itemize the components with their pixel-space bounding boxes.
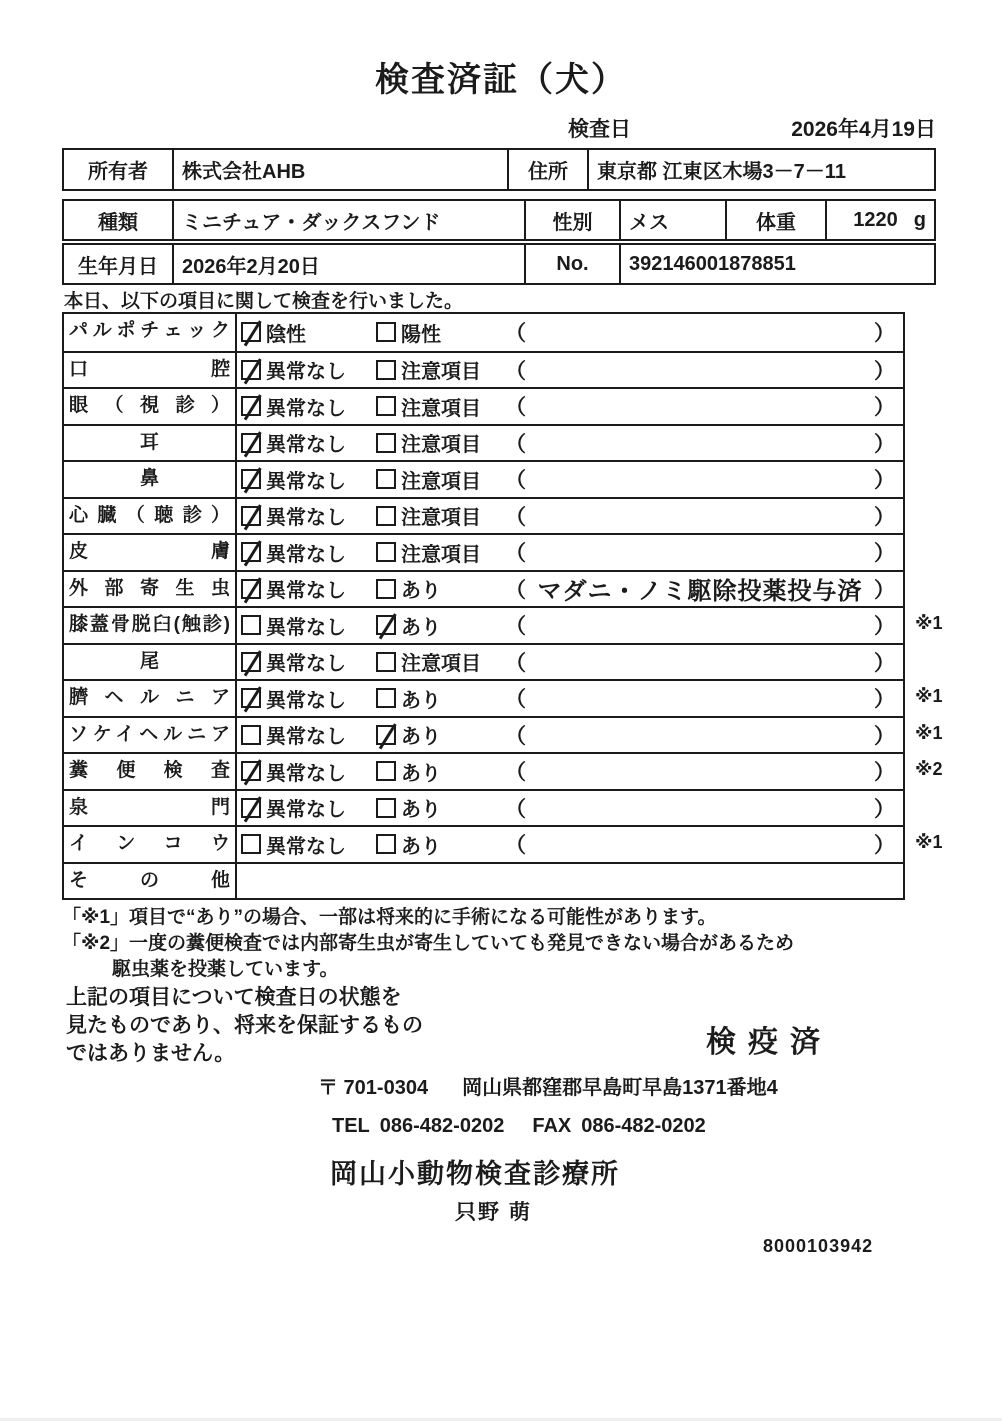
remarks-field [505, 610, 903, 640]
page-title: 検査済証（犬） [375, 61, 627, 99]
checklist-row-content [237, 864, 903, 899]
checkbox-checked[interactable] [241, 798, 261, 818]
checkbox-option [237, 611, 372, 640]
checklist-row-content [237, 718, 903, 753]
checkbox-label: 異常なし [266, 726, 346, 749]
checklist-row-content [237, 426, 903, 461]
exam-date-value: 2026年4月19日 [791, 118, 936, 141]
checklist-row [64, 789, 903, 826]
paren-open: （ [505, 651, 526, 675]
checkbox-option [372, 355, 505, 384]
checkbox-checked[interactable] [241, 688, 261, 708]
checklist-item-label: 鼻 [64, 462, 237, 497]
checklist-row-content [237, 462, 903, 497]
paren-close: ） [874, 615, 895, 639]
remarks-field [505, 647, 903, 677]
footnote-reference-mark: ※1 [915, 722, 943, 743]
paren-close: ） [874, 578, 895, 602]
checklist-row-content [237, 608, 903, 643]
checkbox-label: 異常なし [266, 580, 346, 603]
checkbox-option [372, 501, 505, 530]
intro-text: 本日、以下の項目に関して検査を行いました。 [64, 291, 464, 312]
checklist-item-label: 口腔 [64, 353, 237, 388]
checkbox-option [372, 647, 505, 676]
checkbox-label: 注意項目 [401, 543, 481, 566]
checklist-row-content [237, 827, 903, 862]
sex-value: メス [619, 201, 725, 239]
checklist-item-label: 皮膚 [64, 535, 237, 570]
checklist-item-label: 眼（視診） [64, 389, 237, 424]
checkbox-checked[interactable] [241, 469, 261, 489]
checkbox-label: 異常なし [266, 543, 346, 566]
footnote-2-line1: 「※2」一度の糞便検査では内部寄生虫が寄生していても発見できない場合があるため [62, 933, 795, 954]
checkbox-label: 異常なし [266, 799, 346, 822]
footnote-1: 「※1」項目で“あり”の場合、一部は将来的に手術になる可能性があります。 [62, 907, 717, 928]
check-slash-icon [379, 614, 396, 640]
fax-number: 086-482-0202 [581, 1115, 706, 1137]
check-slash-icon [244, 796, 261, 822]
exam-date-label: 検査日 [568, 118, 631, 141]
checkbox-option [237, 684, 372, 713]
check-slash-icon [244, 650, 261, 676]
remarks-field [505, 537, 903, 567]
checklist-row-content [237, 389, 903, 424]
checkbox-checked[interactable] [241, 761, 261, 781]
checkbox-unchecked[interactable] [376, 396, 396, 416]
remarks-field [505, 756, 903, 786]
paren-close: ） [874, 542, 895, 566]
tel-label: TEL [332, 1115, 370, 1137]
checklist-item-label: 尾 [64, 645, 237, 680]
remarks-field [505, 683, 903, 713]
check-slash-icon [244, 321, 261, 347]
checklist-row [64, 460, 903, 497]
checkbox-label: あり [401, 835, 441, 858]
checkbox-option [237, 757, 372, 786]
checkbox-label: 注意項目 [401, 434, 481, 457]
clinic-address: 岡山県都窪郡早島町早島1371番地4 [462, 1077, 778, 1099]
checkbox-label: あり [401, 689, 441, 712]
checkbox-checked[interactable] [241, 360, 261, 380]
checklist-item-label: パルポチェック [64, 314, 237, 351]
checklist-item-label: 臍ヘルニア [64, 681, 237, 716]
remarks-field [505, 501, 903, 531]
checkbox-unchecked[interactable] [376, 542, 396, 562]
check-slash-icon [244, 577, 261, 603]
checklist-row [64, 314, 903, 351]
checkbox-label: 異常なし [266, 434, 346, 457]
checkbox-label: あり [401, 762, 441, 785]
checkbox-label: 異常なし [266, 616, 346, 639]
owner-label: 所有者 [88, 161, 148, 183]
checkbox-unchecked[interactable] [241, 834, 261, 854]
paren-close: ） [874, 724, 895, 748]
checkbox-label: あり [401, 726, 441, 749]
checkbox-checked[interactable] [241, 322, 261, 342]
checkbox-option [237, 355, 372, 384]
checklist-item-label: インコウ [64, 827, 237, 862]
sex-label: 性別 [524, 201, 619, 239]
checkbox-label: 異常なし [266, 397, 346, 420]
check-slash-icon [244, 431, 261, 457]
scan-artifact [0, 1418, 1002, 1421]
check-slash-icon [244, 395, 261, 421]
checkbox-unchecked[interactable] [376, 322, 396, 342]
remarks-field [505, 793, 903, 823]
checkbox-label: あり [401, 580, 441, 603]
postal-code: 〒 701-0304 [318, 1077, 429, 1099]
checkbox-checked[interactable] [241, 652, 261, 672]
checkbox-option [372, 611, 505, 640]
pet-info-row-1 [62, 199, 936, 241]
weight-label: 体重 [725, 201, 825, 239]
paren-close: ） [874, 469, 895, 493]
checkbox-checked[interactable] [241, 506, 261, 526]
checkbox-unchecked[interactable] [376, 469, 396, 489]
birthdate-label: 生年月日 [78, 255, 158, 278]
footnote-reference-mark: ※2 [915, 759, 943, 779]
remarks-field [505, 355, 903, 385]
checkbox-checked[interactable] [241, 396, 261, 416]
checklist-row [64, 679, 943, 716]
checkbox-checked[interactable] [241, 433, 261, 453]
remarks-field [505, 571, 903, 606]
checkbox-label: 注意項目 [401, 653, 481, 676]
disclaimer-line2: 見たものであり、将来を保証するもの [66, 1014, 423, 1037]
checkbox-unchecked[interactable] [376, 688, 396, 708]
paren-close: ） [874, 651, 895, 675]
checkbox-label: 異常なし [266, 361, 346, 384]
checklist-row [64, 570, 903, 607]
breed-value: ミニチュア・ダックスフンド [172, 201, 524, 239]
weight-value: 1220 [853, 208, 898, 231]
checklist-row [64, 533, 903, 570]
checkbox-label: 注意項目 [401, 397, 481, 420]
remarks-field [505, 391, 903, 421]
checklist-item-label: 耳 [64, 426, 237, 461]
checklist-row [64, 752, 943, 789]
paren-close: ） [874, 688, 895, 712]
checklist-item-label: 心臓（聴診） [64, 499, 237, 534]
clinic-name: 岡山小動物検査診療所 [330, 1159, 620, 1189]
remarks-text: マダニ・ノミ駆除投薬投与済 [537, 578, 863, 606]
checkbox-option [237, 465, 372, 494]
check-slash-icon [244, 760, 261, 786]
checkbox-option [372, 757, 505, 786]
footnotes [62, 905, 794, 983]
checkbox-option [237, 538, 372, 567]
checklist-row [64, 387, 903, 424]
paren-close: ） [874, 834, 895, 858]
pet-info-row-2 [62, 243, 936, 285]
checklist-item-label: ソケイヘルニア [64, 718, 237, 753]
checkbox-label: 異常なし [266, 762, 346, 785]
paren-close: ） [874, 432, 895, 456]
checklist-row-content [237, 535, 903, 570]
remarks-field [505, 317, 903, 347]
checkbox-option [237, 830, 372, 859]
checklist-item-label: 泉門 [64, 791, 237, 826]
checklist-table [62, 312, 943, 900]
checklist-row-content [237, 499, 903, 534]
check-slash-icon [379, 723, 396, 749]
check-slash-icon [244, 504, 261, 530]
checkbox-option [237, 574, 372, 603]
checkbox-option [237, 428, 372, 457]
checkbox-checked[interactable] [376, 725, 396, 745]
remarks-field [505, 464, 903, 494]
checkbox-option [237, 647, 372, 676]
checklist-row [64, 606, 943, 643]
checkbox-unchecked[interactable] [241, 725, 261, 745]
paren-open: （ [505, 688, 526, 712]
check-slash-icon [244, 687, 261, 713]
veterinarian-name: 只野 萌 [455, 1201, 532, 1224]
registration-no-label: No. [524, 245, 619, 283]
checklist-row-content [237, 572, 903, 607]
checkbox-unchecked[interactable] [376, 360, 396, 380]
paren-open: （ [505, 469, 526, 493]
checkbox-option [372, 793, 505, 822]
checklist-row [64, 643, 903, 680]
checkbox-option [237, 501, 372, 530]
document-serial-number: 8000103942 [763, 1236, 874, 1256]
checkbox-unchecked[interactable] [376, 579, 396, 599]
paren-close: ） [874, 761, 895, 785]
owner-address-label: 住所 [507, 150, 587, 189]
checkbox-label: 注意項目 [401, 361, 481, 384]
clinic-address-line [318, 1071, 778, 1100]
paren-open: （ [505, 724, 526, 748]
checklist-item-label: 糞便検査 [64, 754, 237, 789]
weight-value-cell [825, 201, 934, 239]
remarks-field [505, 720, 903, 750]
weight-unit: g [913, 208, 926, 231]
paren-open: （ [505, 322, 526, 346]
checkbox-checked[interactable] [376, 615, 396, 635]
disclaimer-line3: ではありません。 [66, 1042, 236, 1065]
checklist-row [64, 351, 903, 388]
checkbox-option [372, 684, 505, 713]
checkbox-label: 異常なし [266, 835, 346, 858]
clinic-phone-line [332, 1115, 706, 1138]
checklist-row [64, 716, 943, 753]
registration-no-value: 392146001878851 [619, 245, 934, 283]
owner-table [62, 148, 936, 191]
checkbox-label: 陽性 [401, 323, 441, 346]
paren-open: （ [505, 396, 526, 420]
checkbox-unchecked[interactable] [376, 798, 396, 818]
check-slash-icon [244, 358, 261, 384]
paren-open: （ [505, 505, 526, 529]
checklist-row-content [237, 681, 903, 716]
checkbox-unchecked[interactable] [376, 433, 396, 453]
checkbox-label: 陰性 [266, 323, 306, 346]
footnote-reference-mark: ※1 [915, 686, 943, 706]
checkbox-option [237, 318, 372, 347]
remarks-field [505, 829, 903, 859]
checkbox-label: あり [401, 616, 441, 639]
checkbox-unchecked[interactable] [376, 834, 396, 854]
checkbox-label: 異常なし [266, 470, 346, 493]
checkbox-option [372, 538, 505, 567]
paren-close: ） [874, 359, 895, 383]
checkbox-label: あり [401, 799, 441, 822]
paren-open: （ [505, 797, 526, 821]
checklist-row [64, 424, 903, 461]
paren-close: ） [874, 322, 895, 346]
checklist-row [64, 862, 903, 899]
paren-open: （ [505, 615, 526, 639]
fax-label: FAX [532, 1115, 572, 1137]
paren-close: ） [874, 797, 895, 821]
checkbox-unchecked[interactable] [376, 506, 396, 526]
checkbox-label: 異常なし [266, 653, 346, 676]
checkbox-option [372, 428, 505, 457]
checkbox-label: 注意項目 [401, 507, 481, 530]
checkbox-unchecked[interactable] [376, 761, 396, 781]
checklist-row [64, 825, 943, 862]
checkbox-option [372, 720, 505, 749]
breed-label: 種類 [98, 211, 138, 234]
checklist-row-content [237, 754, 903, 789]
checklist-row-content [237, 353, 903, 388]
check-slash-icon [244, 541, 261, 567]
paren-close: ） [874, 505, 895, 529]
paren-open: （ [505, 432, 526, 456]
disclaimer-paragraph [66, 984, 423, 1068]
paren-open: （ [505, 578, 526, 602]
checkbox-label: 異常なし [266, 689, 346, 712]
checkbox-option [372, 830, 505, 859]
checkbox-option [372, 574, 505, 603]
footnote-reference-mark: ※1 [915, 613, 943, 633]
disclaimer-line1: 上記の項目について検査日の状態を [66, 986, 402, 1009]
checklist-item-label: 膝蓋骨脱臼(触診) [64, 608, 237, 643]
tel-number: 086-482-0202 [379, 1115, 505, 1137]
check-slash-icon [244, 468, 261, 494]
birthdate-value: 2026年2月20日 [172, 245, 524, 283]
checkbox-label: 注意項目 [401, 470, 481, 493]
checkbox-option [372, 392, 505, 421]
paren-open: （ [505, 834, 526, 858]
checkbox-label: 異常なし [266, 507, 346, 530]
checkbox-checked[interactable] [241, 542, 261, 562]
checkbox-option [237, 793, 372, 822]
quarantine-passed-stamp: 検疫済 [706, 1026, 832, 1059]
checklist-row [64, 497, 903, 534]
checklist-item-label: その他 [64, 864, 237, 899]
checklist-row-content [237, 791, 903, 826]
paren-open: （ [505, 761, 526, 785]
paren-open: （ [505, 359, 526, 383]
checklist-item-label: 外部寄生虫 [64, 572, 237, 607]
checkbox-checked[interactable] [241, 579, 261, 599]
footnote-2-line2: 駆虫薬を投薬しています。 [112, 959, 339, 980]
checkbox-option [372, 465, 505, 494]
checkbox-unchecked[interactable] [241, 615, 261, 635]
paren-open: （ [505, 542, 526, 566]
owner-address: 東京都 江東区木場3－7－11 [587, 150, 934, 189]
checklist-row-content [237, 314, 903, 351]
checkbox-unchecked[interactable] [376, 652, 396, 672]
paren-close: ） [874, 396, 895, 420]
checklist-row-content [237, 645, 903, 680]
owner-name: 株式会社AHB [172, 150, 507, 189]
checkbox-option [372, 318, 505, 347]
remarks-field [505, 428, 903, 458]
checkbox-option [237, 720, 372, 749]
checkbox-option [237, 392, 372, 421]
footnote-reference-mark: ※1 [915, 832, 943, 852]
